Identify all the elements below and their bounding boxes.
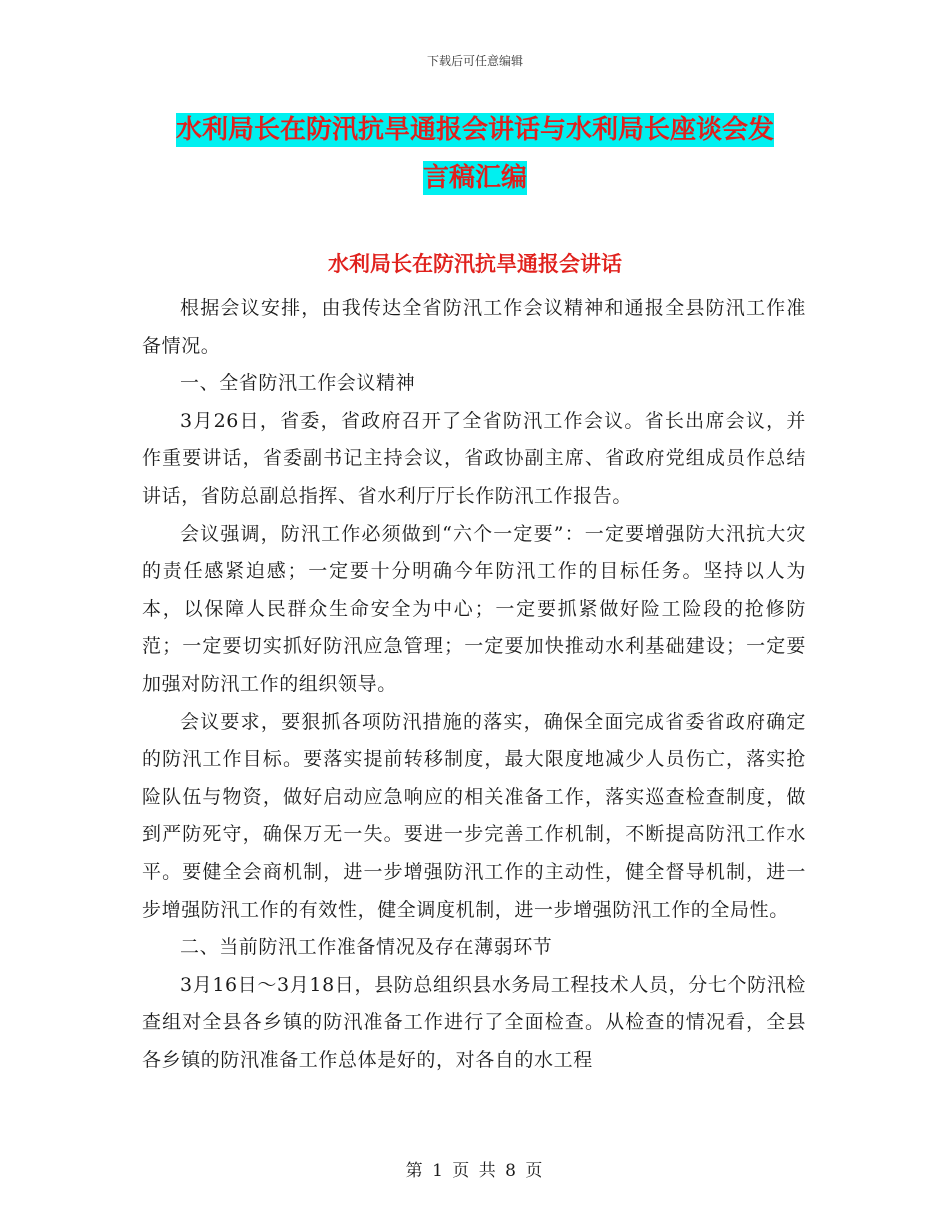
document-title-line-1: 水利局长在防汛抗旱通报会讲话与水利局长座谈会发 (175, 115, 774, 145)
paragraph-heading: 一、全省防汛工作会议精神 (180, 372, 416, 395)
paragraph: 会议要求，要狠抓各项防汛措施的落实，确保全面完成省委省政府确定的防汛工作目标。要落实提前转移制度，最大限度地减少人员伤亡，落实抢险队伍与物资，做好启动应急响应的相关准备工作，落实巡查检查制度，做到严防死守，确保万无一失。要进一步完善工作机制，不断提高防汛工作水平。要健全会商机制，进一步增强防汛工作的主动性，健全督导机制，进一步增强防汛工作的有效性，健全调度机制，进一步增强防汛工作的全局性。 (142, 710, 806, 921)
paragraph: 根据会议安排，由我传达全省防汛工作会议精神和通报全县防汛工作准备情况。 (142, 297, 806, 357)
paragraph: 3月16日～3月18日，县防总组织县水务局工程技术人员，分七个防汛检查组对全县各乡镇的防汛准备工作进行了全面检查。从检查的情况看，全县各乡镇的防汛准备工作总体是好的，对各自的水工程 (142, 973, 806, 1071)
paragraph: 会议强调，防汛工作必须做到“六个一定要”：一定要增强防大汛抗大灾的责任感紧迫感；一定要十分明确今年防汛工作的目标任务。坚持以人为本，以保障人民群众生命安全为中心；一定要抓紧做好险工险段的抢修防范；一定要切实抓好防汛应急管理；一定要加快推动水利基础建设；一定要加强对防汛工作的组织领导。 (142, 522, 806, 695)
header-note: 下载后可任意编辑 (426, 54, 523, 68)
document-title (140, 106, 810, 202)
paragraph-heading: 二、当前防汛工作准备情况及存在薄弱环节 (180, 936, 553, 959)
document-body (142, 290, 806, 1079)
page-number: 第 1 页 共 8 页 (405, 1161, 545, 1181)
paragraph: 3月26日，省委，省政府召开了全省防汛工作会议。省长出席会议，并作重要讲话，省委副书记主持会议，省政协副主席、省政府党组成员作总结讲话，省防总副总指挥、省水利厅厅长作防汛工作报告。 (142, 409, 806, 507)
section-title: 水利局长在防汛抗旱通报会讲话 (328, 252, 622, 276)
document-title-line-2: 言稿汇编 (422, 163, 527, 193)
